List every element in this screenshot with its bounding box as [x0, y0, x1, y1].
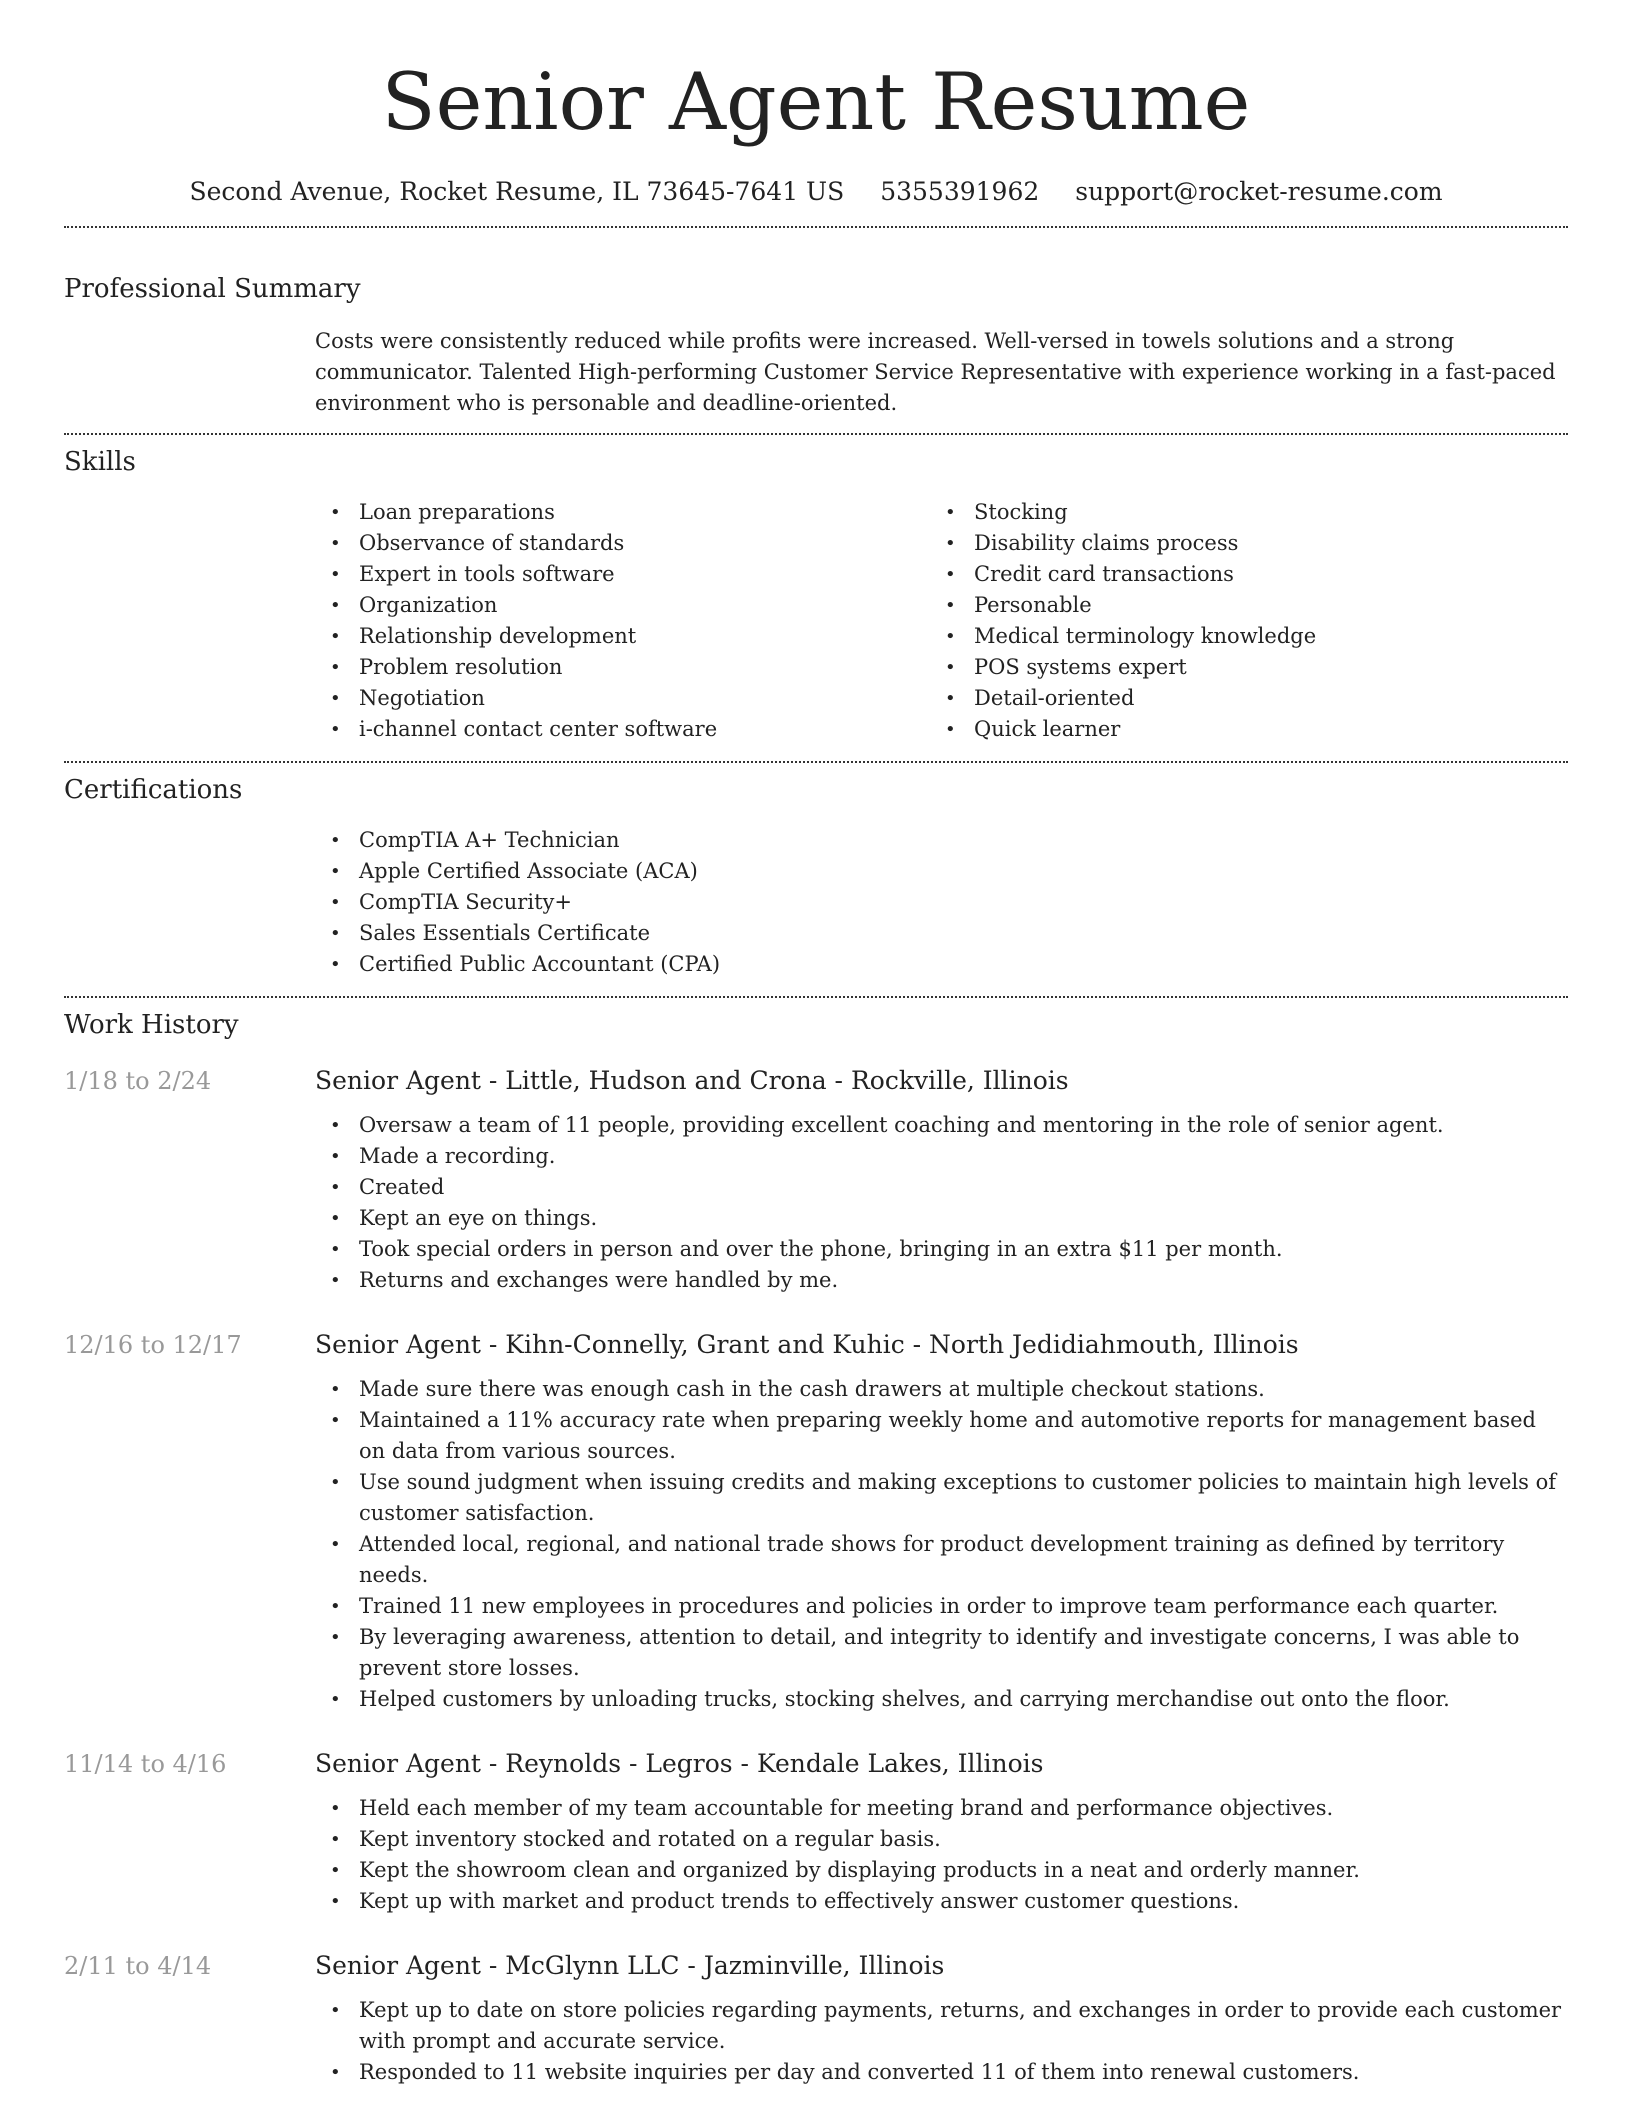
- skill-item: • Observance of standards: [315, 528, 930, 559]
- job-duties-list: [315, 1793, 1568, 1917]
- job-entry: [64, 1328, 1568, 1715]
- job-duty: • Made a recording.: [315, 1141, 1568, 1172]
- skill-item: • Negotiation: [315, 683, 930, 714]
- job-duty: • Attended local, regional, and national trade shows for product development training as defined by territory needs.: [315, 1529, 1568, 1591]
- job-dates: 11/14 to 4/16: [64, 1750, 227, 1778]
- skill-item: • Detail-oriented: [930, 683, 1545, 714]
- job-duty: • Took special orders in person and over the phone, bringing in an extra $11 per month.: [315, 1234, 1568, 1265]
- job-duty: • Created: [315, 1172, 1568, 1203]
- job-entry: [64, 1064, 1568, 1296]
- job-duty: • Held each member of my team accountable for meeting brand and performance objectives.: [315, 1793, 1568, 1824]
- certification-item: • CompTIA Security+: [315, 887, 1568, 918]
- job-title: Senior Agent - Kihn-Connelly, Grant and Kuhic - North Jedidiahmouth, Illinois: [315, 1330, 1299, 1359]
- contact-email: support@rocket-resume.com: [1075, 177, 1443, 206]
- job-duty: • Oversaw a team of 11 people, providing excellent coaching and mentoring in the role of senior agent.: [315, 1110, 1568, 1141]
- job-duty: • Trained 11 new employees in procedures and policies in order to improve team performance each quarter.: [315, 1591, 1568, 1622]
- job-entry: [64, 1949, 1568, 2088]
- job-body: [315, 1064, 1568, 1296]
- skill-item: • Loan preparations: [315, 497, 930, 528]
- work-history-heading: Work History: [64, 1010, 239, 1040]
- skill-item: • Expert in tools software: [315, 559, 930, 590]
- certification-item: • Sales Essentials Certificate: [315, 918, 1568, 949]
- skill-item: • i-channel contact center software: [315, 714, 930, 745]
- skills-section: [64, 435, 1568, 761]
- certification-item: • CompTIA A+ Technician: [315, 825, 1568, 856]
- contact-phone: 5355391962: [880, 177, 1040, 206]
- job-duty: • Responded to 11 website inquiries per day and converted 11 of them into renewal customers.: [315, 2057, 1568, 2088]
- job-body: [315, 1949, 1568, 2088]
- job-duty: • Use sound judgment when issuing credits and making exceptions to customer policies to maintain high levels of customer satisfaction.: [315, 1467, 1568, 1529]
- certifications-heading: Certifications: [64, 775, 243, 805]
- job-body: [315, 1747, 1568, 1917]
- summary-section: [64, 228, 1568, 433]
- job-duty: • Kept up with market and product trends to effectively answer customer questions.: [315, 1886, 1568, 1917]
- job-duties-list: [315, 1995, 1568, 2088]
- skill-item: • Disability claims process: [930, 528, 1545, 559]
- job-entry: [64, 1747, 1568, 1917]
- skills-left-list: [315, 497, 930, 745]
- skill-item: • Credit card transactions: [930, 559, 1545, 590]
- skill-item: • Relationship development: [315, 621, 930, 652]
- job-title: Senior Agent - McGlynn LLC - Jazminville, Illinois: [315, 1951, 945, 1980]
- job-duty: • Kept the showroom clean and organized by displaying products in a neat and orderly manner.: [315, 1855, 1568, 1886]
- job-duty: • Helped customers by unloading trucks, stocking shelves, and carrying merchandise out onto the floor.: [315, 1684, 1568, 1715]
- job-dates: 2/11 to 4/14: [64, 1952, 212, 1980]
- certifications-section: [64, 763, 1568, 996]
- skill-item: • Stocking: [930, 497, 1545, 528]
- job-duty: • Kept up to date on store policies regarding payments, returns, and exchanges in order to provide each customer with prompt and accurate service.: [315, 1995, 1568, 2057]
- skills-columns: [315, 497, 1568, 745]
- resume-title: Senior Agent Resume: [381, 56, 1251, 148]
- skill-item: • Medical terminology knowledge: [930, 621, 1545, 652]
- job-body: [315, 1328, 1568, 1715]
- job-duty: • By leveraging awareness, attention to detail, and integrity to identify and investigate concerns, I was able to prevent store losses.: [315, 1622, 1568, 1684]
- skill-item: • POS systems expert: [930, 652, 1545, 683]
- certification-item: • Certified Public Accountant (CPA): [315, 949, 1568, 980]
- job-title: Senior Agent - Little, Hudson and Crona - Rockville, Illinois: [315, 1066, 1069, 1095]
- job-duty: • Kept an eye on things.: [315, 1203, 1568, 1234]
- job-dates: 12/16 to 12/17: [64, 1331, 242, 1359]
- job-duty: • Made sure there was enough cash in the cash drawers at multiple checkout stations.: [315, 1374, 1568, 1405]
- skill-item: • Quick learner: [930, 714, 1545, 745]
- skill-item: • Problem resolution: [315, 652, 930, 683]
- skills-heading: Skills: [64, 447, 136, 477]
- summary-heading: Professional Summary: [64, 274, 361, 304]
- certifications-list: [315, 825, 1568, 980]
- job-duty: • Returns and exchanges were handled by me.: [315, 1265, 1568, 1296]
- job-duty: • Maintained a 11% accuracy rate when preparing weekly home and automotive reports for management based on data from various sources.: [315, 1405, 1568, 1467]
- skills-right-list: [930, 497, 1545, 745]
- job-duties-list: [315, 1110, 1568, 1296]
- resume-header: [64, 0, 1568, 208]
- job-duty: • Kept inventory stocked and rotated on a regular basis.: [315, 1824, 1568, 1855]
- contact-line: [64, 176, 1568, 208]
- contact-address: Second Avenue, Rocket Resume, IL 73645-7641 US: [189, 177, 845, 206]
- work-history-section: [64, 998, 1568, 2088]
- job-title: Senior Agent - Reynolds - Legros - Kendale Lakes, Illinois: [315, 1749, 1044, 1778]
- certification-item: • Apple Certified Associate (ACA): [315, 856, 1568, 887]
- job-dates: 1/18 to 2/24: [64, 1067, 212, 1095]
- skill-item: • Organization: [315, 590, 930, 621]
- summary-text: Costs were consistently reduced while profits were increased. Well-versed in towels solutions and a strong communicator. Talented High-performing Customer Service Representative with experience working in a fast-paced environment who is personable and deadline-oriented.: [315, 329, 1556, 415]
- job-duties-list: [315, 1374, 1568, 1715]
- skill-item: • Personable: [930, 590, 1545, 621]
